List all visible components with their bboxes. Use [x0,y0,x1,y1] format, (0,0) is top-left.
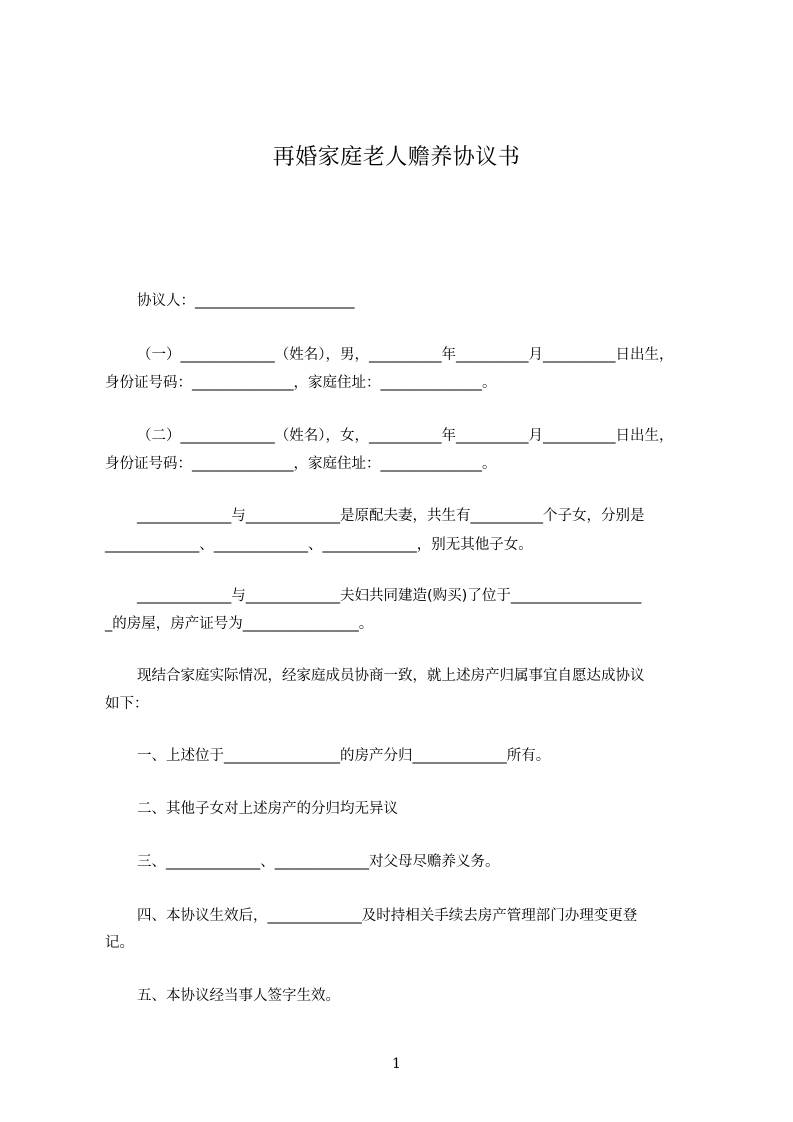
clause-1: 一、上述位于________________的房产分归_____________所有。 [137,748,551,764]
party-2-line-2: 身份证号码：______________，家庭住址：______________。 [105,456,497,472]
party-2-line-1: （二）_____________（姓名），女，__________年__________月__________日出生， [137,428,674,444]
clause-5: 五、本协议经当事人签字生效。 [137,988,340,1004]
document-title: 再婚家庭老人赡养协议书 [272,145,521,170]
party-label: 协议人：______________________ [137,293,355,309]
party-1-line-1: （一）_____________（姓名），男，__________年__________月__________日出生， [137,347,674,363]
clause-3: 三、_____________、_____________对父母尽赡养义务。 [137,854,500,870]
property-line-1: _____________与_____________夫妇共同建造(购买)了位于__________________ [137,588,642,604]
marriage-line-1: _____________与_____________是原配夫妻，共生有__________个子女，分别是 [137,508,645,524]
agreement-intro-line-2: 如下： [105,696,149,712]
property-line-2: _的房屋，房产证号为________________。 [105,616,374,632]
party-1-line-2: 身份证号码：______________，家庭住址：______________。 [105,375,497,391]
clause-4-line-1: 四、本协议生效后，_____________及时持相关手续去房产管理部门办理变更登 [137,908,638,924]
agreement-intro-line-1: 现结合家庭实际情况，经家庭成员协商一致，就上述房产归属事宜自愿达成协议 [137,668,645,684]
page-number: 1 [392,1056,401,1072]
clause-4-line-2: 记。 [105,935,134,951]
clause-2: 二、其他子女对上述房产的分归均无异议 [137,801,398,817]
marriage-line-2: _____________、_____________、_____________，别无其他子女。 [105,537,533,553]
